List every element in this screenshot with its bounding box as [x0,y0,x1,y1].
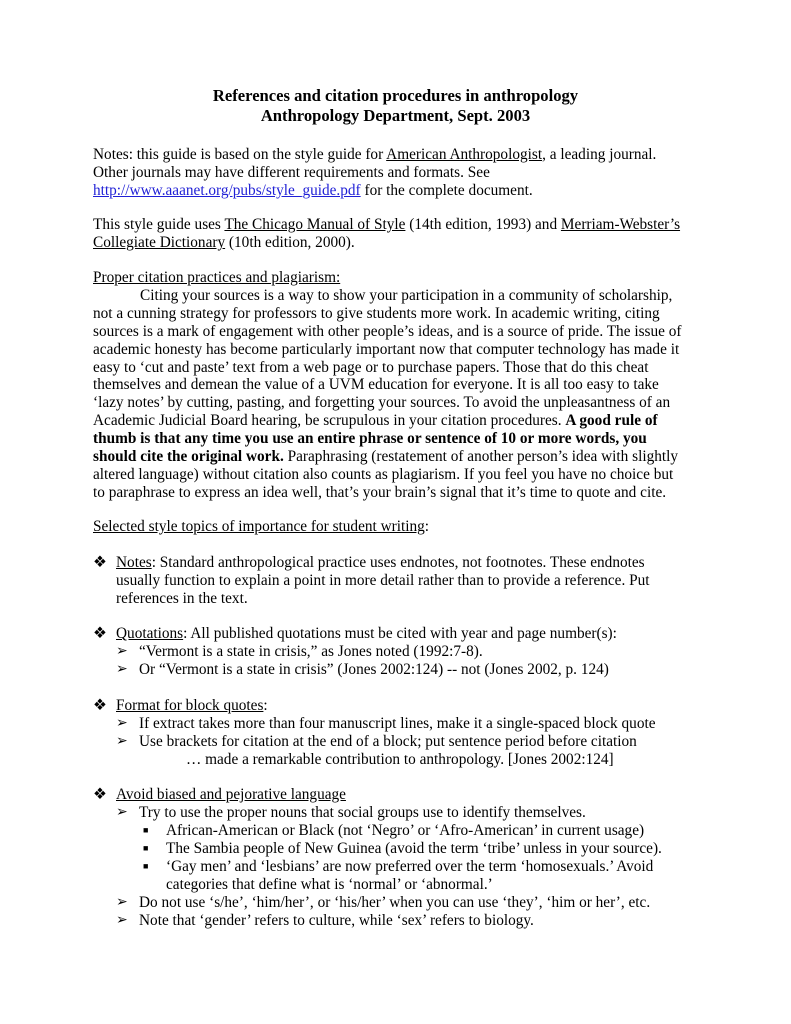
plagiarism-section: Proper citation practices and plagiarism: Citing your sources is a way to show your participation in a community of scholarship, not a cunning strategy for professors to give students more work. In academic writing, citing sources is a mark of engagement with other people’s ideas, and is a source of pride. The issue of academic honesty has become particularly important now that computer technology has made it easy to ‘cut and paste’ text from a web page or to purchase papers. Those that do this cheat themselves and demean the value of a UVM education for everyone. It is all too easy to take ‘lazy notes’ by cutting, pasting, and forgetting your sources. To avoid the unpleasantness of an Academic Judicial Board hearing, be scrupulous in your citation procedures. A good rule of thumb is that any time you use an entire phrase or sentence of 10 or more words, you should cite the original work. Paraphrasing (restatement of another person’s idea with slightly altered language) without citation also counts as plagiarism. If you feel you have no choice but to paraphrase to express an idea well, that’s your brain’s signal that it’s time to quote and cite. [93,269,693,502]
topics-heading: Selected style topics of importance for student writing: [93,518,430,535]
diamond-bullet-icon: ❖ [93,554,107,571]
plagiarism-line: easy to ‘cut and paste’ text from a web page or to purchase papers. Those that do this cheat [93,358,649,376]
chicago-manual-title: The Chicago Manual of Style [224,216,406,233]
biased-language-label: Avoid biased and pejorative language [116,786,346,803]
document-title [0,86,791,125]
square-bullet-icon: ■ [143,843,149,853]
dictionary-title-1: Merriam-Webster’s [560,216,681,233]
plagiarism-line: not a cunning strategy for professors to give students more work. In academic writing, citing [93,304,660,322]
arrow-bullet-icon: ➢ [116,716,128,731]
arrow-bullet-icon: ➢ [116,644,128,659]
diamond-bullet-icon: ❖ [93,697,107,714]
square-bullet-icon: ■ [143,861,149,871]
dictionary-title-2: Collegiate Dictionary [93,233,226,251]
plagiarism-line: themselves and demean the value of a UVM education for everyone. It is all too easy to take [93,376,659,394]
diamond-bullet-icon: ❖ [93,786,107,803]
plagiarism-line: Citing your sources is a way to show your participation in a community of scholarship, [140,286,673,304]
plagiarism-line: academic honesty has become particularly important now that computer technology has made it [93,340,680,358]
arrow-bullet-icon: ➢ [116,734,128,749]
plagiarism-heading: Proper citation practices and plagiarism: [93,269,341,286]
notes-paragraph: Notes: this guide is based on the style guide for American Anthropologist, a leading journal. Other journals may have different requirements and formats. See http://www.aaanet.org/pubs/style_guide.pdf for the complete document. [93,146,657,199]
block-quotes-label: Format for block quotes [116,697,264,714]
arrow-bullet-icon: ➢ [116,895,128,910]
document-page: References and citation procedures in anthropology Anthropology Department, Sept. 2003 Notes: this guide is based on the style guide for American Anthropologist, a leading journal. Other journals may have different requirements and formats. See http://www.aaanet.org/pubs/style_guide.pdf for the complete document. This style guide uses The Chicago Manual of Style (14th edition, 1993) and Merriam-Webster’s Collegiate Dictionary (10th edition, 2000). Proper citation practices and plagiarism: Citing your sources is a way to show your participation in a community of scholarship, not a cunning strategy for professors to give students more work. In academic writing, citing sources is a mark of engagement with other people’s ideas, and is a source of pride. The issue of academic honesty has become particularly important now that computer technology has made it easy to ‘cut and paste’ text from a web page or to purchase papers. Those that do this cheat themselves and demean the value of a UVM education for everyone. It is all too easy to take ‘lazy notes’ by cutting, pasting, and forgetting your sources. To avoid the unpleasantness of an Academic Judicial Board hearing, be scrupulous in your citation procedures. A good rule of thumb is that any time you use an entire phrase or sentence of 10 or more words, you should cite the original work. Paraphrasing (restatement of another person’s idea with slightly altered language) without citation also counts as plagiarism. If you feel you have no choice but to paraphrase to express an idea well, that’s your brain’s signal that it’s time to quote and cite. Selected style topics of importance for student writing: ❖ Notes: Standard anthropological practice uses endnotes, not footnotes. These endnotes usually function to explain a point in more detail rather than to provide a reference. Put references in the text. ❖ Quotations: All published quotations must be cited with year and page number(s): ➢ “Vermont is a state in crisis,” as Jones noted (1992:7-8). ➢ Or “Vermont is a state in crisis” (Jones 2002:124) -- not (Jones 2002, p. 124) ❖ Format for block quotes: ➢ If extract takes more than four manuscript lines, make it a single-spaced block quote ➢ Use brackets for citation at the end of a block; put sentence period before citation … made a remarkable contribution to anthropology. [Jones 2002:124] ❖ Avoid biased and pejorative language ➢ Try to use the proper nouns that social groups use to identify themselves. ■ African-American or Black (not ‘Negro’ or ‘Afro-American’ in current usage) ■ The Sambia people of New Guinea (avoid the term ‘tribe’ unless in your source). ■ ‘Gay men’ and ‘lesbians’ are now preferred over the term ‘homosexuals.’ Avoid categories that define what is ‘normal’ or ‘abnormal.’ ➢ Do not use ‘s/he’, ‘him/her’, or ‘his/her’ when you can use ‘they’, ‘him or her’, etc. ➢ Note that ‘gender’ refers to culture, while ‘sex’ refers to biology. [0,0,791,1024]
arrow-bullet-icon: ➢ [116,805,128,820]
arrow-bullet-icon: ➢ [116,662,128,677]
title-line-1: References and citation procedures in anthropology [212,86,579,105]
rule-of-thumb: A good rule of [565,412,658,430]
quotations-label: Quotations [116,625,184,642]
title-line-2: Anthropology Department, Sept. 2003 [260,105,531,125]
notes-label: Notes [116,554,152,571]
block-example: … made a remarkable contribution to anthropology. [Jones 2002:124] [186,751,614,768]
plagiarism-line: ‘lazy notes’ by cutting, pasting, and forgetting your sources. To avoid the unpleasantness of an [93,394,671,412]
square-bullet-icon: ■ [143,825,149,835]
arrow-bullet-icon: ➢ [116,913,128,928]
diamond-bullet-icon: ❖ [93,625,107,642]
journal-name: American Anthropologist [386,146,543,163]
style-guide-link[interactable]: http://www.aaanet.org/pubs/style_guide.pdf [93,181,361,199]
plagiarism-line: sources is a mark of engagement with other people’s ideas, and is a source of pride. The issue of [93,322,682,340]
style-paragraph: This style guide uses The Chicago Manual of Style (14th edition, 1993) and Merriam-Webster’s Collegiate Dictionary (10th edition, 2000). [93,216,681,251]
